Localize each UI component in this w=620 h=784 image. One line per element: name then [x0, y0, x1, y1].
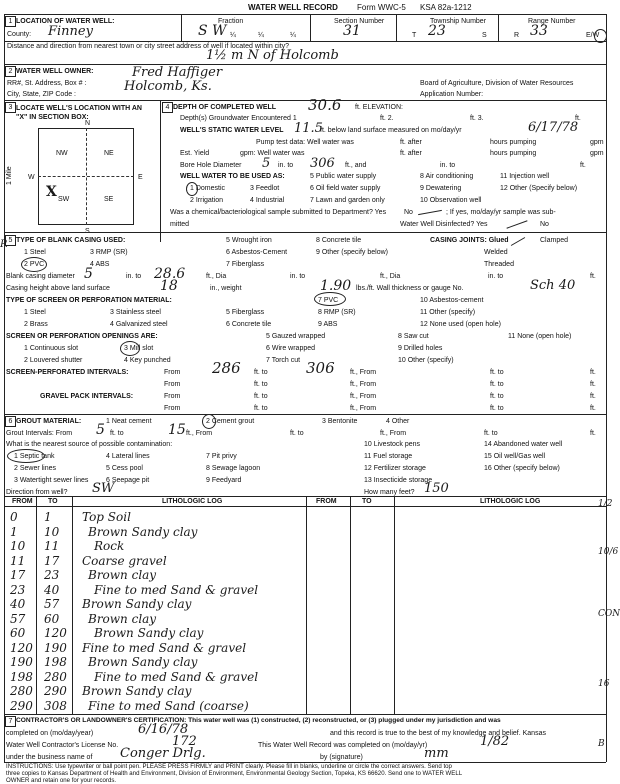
groundwater-label: Depth(s) Groundwater Encountered 1 [180, 115, 297, 122]
quadrant-se: SE [104, 196, 114, 203]
use-12: 12 Other (Specify below) [500, 185, 578, 192]
log-to2-header: TO [362, 498, 372, 505]
margin-note-left: P. [0, 239, 8, 250]
south-label: S [85, 228, 90, 235]
section-5-number: 5 [5, 235, 16, 246]
src-10: 10 Livestock pens [364, 441, 421, 448]
opening-10: 10 Other (specify) [398, 357, 454, 364]
section-value: 31 [343, 23, 361, 39]
pump-hours: hours pumping [490, 139, 537, 146]
well-location-x: X [46, 184, 57, 200]
log-to-header: TO [48, 498, 58, 505]
spi-from-label: From [164, 369, 181, 376]
casing-height-label: Casing height above land surface [6, 285, 110, 292]
gauge-value: Sch 40 [530, 278, 576, 293]
bore-diameter: 5 [262, 156, 271, 171]
opening-11: 11 None (open hole) [508, 333, 572, 340]
grout-ft-from2: ft., From [380, 430, 407, 437]
blank-in-to: in. to [126, 273, 142, 280]
use-8: 8 Air conditioning [420, 173, 474, 180]
county-value: Finney [48, 24, 93, 39]
use-7: 7 Lawn and garden only [310, 197, 385, 204]
casing-threaded: Threaded [484, 261, 514, 268]
casing-1: 1 Steel [24, 249, 46, 256]
casing-3: 3 RMP (SR) [90, 249, 128, 256]
form-number: Form WWC-5 [357, 3, 406, 12]
quadrant-nw: NW [56, 150, 68, 157]
gravel-pack-label: GRAVEL PACK INTERVALS: [40, 393, 134, 400]
log-row-description: Fine to med Sand & gravel [94, 669, 259, 684]
elevation-label: ft. ELEVATION: [355, 104, 403, 111]
opening-8: 8 Saw cut [398, 333, 429, 340]
static-level-label: WELL'S STATIC WATER LEVEL [180, 127, 284, 134]
license-value: 172 [172, 734, 197, 749]
blank-ft: ft. [590, 273, 596, 280]
log-row-from: 17 [10, 568, 26, 582]
screen-8: 8 RMP (SR) [318, 309, 356, 316]
static-level-rest: ft. below land surface measured on mo/day/yr [320, 127, 462, 134]
completed-value: 6/16/78 [138, 722, 189, 737]
section-2-number: 2 [5, 66, 16, 77]
log-row-to: 23 [44, 568, 60, 582]
chem-sample-label: Was a chemical/bacteriological sample submitted to Department? Yes [170, 209, 387, 216]
casing-4: 4 ABS [90, 261, 110, 268]
spi2-ft-to: ft. to [254, 381, 268, 388]
screen-2: 2 Brass [24, 321, 48, 328]
log-row-description: Brown clay [88, 611, 157, 626]
opening-4: 4 Key punched [124, 357, 171, 364]
city-label: City, State, ZIP Code : [7, 91, 76, 98]
opening-6: 6 Wire wrapped [266, 345, 316, 352]
groundwater-ft: ft. [575, 115, 581, 122]
application-label: Application Number: [420, 91, 484, 98]
license-label: Water Well Contractor's License No. [6, 742, 119, 749]
casing-8: 8 Concrete tile [316, 237, 362, 244]
blank-depth-value: 28.6 [154, 266, 186, 282]
rr-address-label: RR#, St. Address, Box # : [7, 80, 87, 87]
bore-depth: 306 [310, 156, 335, 171]
log-row-from: 57 [10, 611, 26, 626]
record-completed-label: This Water Well Record was completed on (mo/day/yr) [258, 742, 428, 749]
log-row-from: 1 [10, 524, 18, 539]
blank-in-to3: in. to [488, 273, 504, 280]
log-row-to: 280 [44, 669, 67, 684]
locate-label: LOCATE WELL'S LOCATION WITH AN "X" IN SECTION BOX: [16, 105, 142, 121]
spi2-ft-from: ft., From [350, 381, 377, 388]
business-value: Conger Drlg. [120, 746, 206, 761]
casing-height-value: 18 [160, 278, 178, 294]
log-row-description: Rock [94, 539, 125, 553]
opening-7: 7 Torch cut [266, 357, 301, 364]
log-row-description: Fine to med Sand & gravel [94, 582, 259, 597]
log-row-to: 11 [44, 539, 60, 553]
screen-4: 4 Galvanized steel [110, 321, 168, 328]
disinfected-no: No [540, 221, 549, 228]
opening-1: 1 Continuous slot [24, 345, 79, 352]
screen-9: 9 ABS [318, 321, 338, 328]
grout-to-value: 15 [168, 422, 186, 438]
log-row-from: 40 [10, 597, 26, 611]
log-row-from: 23 [10, 582, 26, 597]
township-t: T [412, 32, 417, 39]
grout-from-value: 5 [96, 422, 105, 438]
margin-note-right-5: B [598, 739, 605, 749]
spi-ft: ft. [590, 369, 596, 376]
east-label: E [138, 174, 143, 181]
casing-clamped: Clamped [540, 237, 569, 244]
gp2-from-label: From [164, 405, 181, 412]
blank-diameter-value: 5 [84, 266, 93, 282]
spi2-from-label: From [164, 381, 181, 388]
quarter-3: ¼ [290, 32, 296, 39]
log-row-to: 17 [44, 553, 60, 568]
range-label: Range Number [528, 18, 576, 25]
log-from-header: FROM [12, 498, 33, 505]
static-level-date: 6/17/78 [528, 120, 579, 135]
pump-test-label: Pump test data: Well water was [256, 139, 354, 146]
grout-ft-to3: ft. to [484, 430, 498, 437]
margin-note-right-4: 16 [598, 679, 610, 689]
casing-weight-label: in., weight [210, 285, 242, 292]
bore-ft2: ft. [580, 162, 586, 169]
casing-7: 7 Fiberglass [226, 261, 265, 268]
wall-thickness-label: lbs./ft. Wall thickness or gauge No. [356, 285, 464, 292]
casing-6: 6 Asbestos-Cement [226, 249, 288, 256]
depth-value: 30.6 [308, 96, 342, 114]
instructions-line2: three copies to Kansas Department of Health and Environment, Division of Environment, Environmental Geology Section, Topeka, KS 66620. Send one to WATER WELL [6, 770, 463, 777]
record-completed-value: 1/82 [480, 734, 510, 749]
casing-label: TYPE OF BLANK CASING USED: [16, 237, 126, 244]
depth-label: DEPTH OF COMPLETED WELL [173, 104, 277, 111]
pump-ft-after: ft. after [400, 139, 422, 146]
west-label: W [28, 174, 35, 181]
quarter-2: ¼ [258, 32, 264, 39]
quadrant-sw: SW [58, 196, 70, 203]
log-row-to: 120 [44, 626, 67, 640]
log-row-to: 198 [44, 655, 67, 669]
spi-ft-from: ft., From [350, 369, 377, 376]
log-row-description: Brown Sandy clay [82, 597, 192, 611]
spi-from-value: 286 [212, 359, 241, 377]
yield-gpm2: gpm [590, 150, 604, 157]
groundwater-ft3: ft. 3. [470, 115, 484, 122]
src-3: 3 Watertight sewer lines [14, 477, 89, 484]
completed-label: completed on (mo/day/year) [6, 730, 94, 737]
log-row-from: 10 [10, 539, 26, 553]
grout-label: GROUT MATERIAL: [16, 418, 82, 425]
instructions-line3: OWNER and retain one for your records. [6, 777, 117, 784]
log-row-description: Top Soil [82, 510, 131, 524]
use-5: 5 Public water supply [310, 173, 377, 180]
county-label: County: [7, 31, 32, 38]
src-9: 9 Feedyard [206, 477, 242, 484]
grout-1: 1 Neat cement [106, 418, 152, 425]
use-10: 10 Observation well [420, 197, 482, 204]
casing-5: 5 Wrought iron [226, 237, 272, 244]
chem-sample-no: No [404, 209, 413, 216]
log-row-description: Brown clay [88, 568, 157, 582]
board-label: Board of Agriculture, Division of Water Resources [420, 80, 574, 87]
log-row-description: Brown Sandy clay [94, 626, 204, 640]
log-row-from: 190 [10, 655, 33, 669]
src-6: 6 Seepage pit [106, 477, 150, 484]
margin-note-right-3: CON [598, 609, 620, 619]
owner-name: Fred Haffiger [132, 65, 223, 80]
yield-label: Est. Yield [180, 150, 210, 157]
src-12: 12 Fertilizer storage [364, 465, 426, 472]
chem-sample-ifyes: ; If yes, mo/day/yr sample was sub- [446, 209, 556, 216]
mitted-label: mitted [170, 221, 190, 228]
fraction-value: S W [198, 23, 227, 39]
grout-ft: ft. [590, 430, 596, 437]
log-row-to: 57 [44, 597, 60, 611]
quadrant-ne: NE [104, 150, 114, 157]
log-row-description: Brown Sandy clay [88, 655, 198, 669]
log-row-to: 308 [44, 698, 67, 713]
spi-to-value: 306 [306, 359, 335, 377]
screen-1: 1 Steel [24, 309, 46, 316]
grout-4: 4 Other [386, 418, 410, 425]
owner-label: WATER WELL OWNER: [16, 68, 94, 75]
ksa-number: KSA 82a-1212 [420, 3, 472, 12]
mile-label: 1 Mile [6, 166, 13, 185]
src-4: 4 Lateral lines [106, 453, 150, 460]
grout-3: 3 Bentonite [322, 418, 358, 425]
gp2-ft-to2: ft. to [490, 405, 504, 412]
src-11: 11 Fuel storage [364, 453, 413, 460]
spi-ft-to2: ft. to [490, 369, 504, 376]
opening-3: 3 Mill slot [124, 345, 154, 352]
log-row-from: 60 [10, 626, 26, 640]
record-true-label: and this record is true to the best of my knowledge and belief. Kansas [330, 730, 546, 737]
src-14: 14 Abandoned water well [484, 441, 563, 448]
section-3-number: 3 [5, 102, 16, 113]
opening-5: 5 Gauzed wrapped [266, 333, 326, 340]
margin-note-right-1: 1/2 [598, 499, 613, 509]
gp-ft-to: ft. to [254, 393, 268, 400]
src-16: 16 Other (specify below) [484, 465, 560, 472]
gp2-ft-from: ft., From [350, 405, 377, 412]
screen-6: 6 Concrete tile [226, 321, 272, 328]
range-value: 33 [530, 23, 548, 39]
log-row-to: 190 [44, 640, 67, 655]
signature-label: by (signature) [320, 754, 363, 761]
distance-value: 1½ m N of Holcomb [206, 48, 339, 63]
form-title: WATER WELL RECORD [248, 3, 338, 12]
section-1-number: 1 [5, 16, 16, 27]
disinfected-label: Water Well Disinfected? Yes [400, 221, 488, 228]
direction-value: SW [92, 481, 115, 496]
casing-welded: Welded [484, 249, 508, 256]
section-7-number: 7 [5, 716, 16, 727]
screen-3: 3 Stainless steel [110, 309, 161, 316]
range-r: R [514, 32, 520, 39]
screen-5: 5 Fiberglass [226, 309, 265, 316]
src-8: 8 Sewage lagoon [206, 465, 261, 472]
yield-gpm: gpm: Well water was [240, 150, 305, 157]
casing-joints-label: CASING JOINTS: Glued [430, 237, 509, 244]
log-row-to: 10 [44, 524, 60, 539]
bore-ft-and: ft., and [345, 162, 367, 169]
north-label: N [85, 120, 91, 127]
signature: mm [424, 746, 449, 761]
log-row-description: Brown Sandy clay [82, 684, 192, 698]
gp-from-label: From [164, 393, 181, 400]
gp2-ft: ft. [590, 405, 596, 412]
bore-in-to: in. to [278, 162, 294, 169]
log-row-from: 11 [10, 553, 26, 568]
location-label: LOCATION OF WATER WELL: [16, 18, 115, 25]
contamination-label: What is the nearest source of possible contamination: [6, 441, 173, 448]
gp-ft: ft. [590, 393, 596, 400]
screen-11: 11 Other (specify) [420, 309, 476, 316]
use-2: 2 Irrigation [190, 197, 224, 204]
yield-ft-after: ft. after [400, 150, 422, 157]
gp2-ft-to: ft. to [254, 405, 268, 412]
township-s: S [482, 32, 487, 39]
township-value: 23 [428, 23, 446, 39]
openings-label: SCREEN OR PERFORATION OPENINGS ARE: [6, 333, 158, 340]
log-row-to: 40 [44, 582, 60, 597]
gp-ft-to2: ft. to [490, 393, 504, 400]
spi2-ft-to2: ft. to [490, 381, 504, 388]
use-6: 6 Oil field water supply [310, 185, 381, 192]
blank-diameter-label: Blank casing diameter [6, 273, 75, 280]
section-4-number: 4 [162, 102, 173, 113]
log-row-from: 120 [10, 640, 33, 655]
src-7: 7 Pit privy [206, 453, 237, 460]
certification-label: CONTRACTOR'S OR LANDOWNER'S CERTIFICATION: This water well was (1) constructed, (2) reconstructed, or (3) plugged under my jurisdiction and was [16, 717, 501, 724]
screen-material-label: TYPE OF SCREEN OR PERFORATION MATERIAL: [6, 297, 172, 304]
src-1: 1 Septic tank [14, 453, 55, 460]
grout-intervals-label: Grout Intervals: From [6, 430, 73, 437]
log-title2: LITHOLOGIC LOG [480, 498, 541, 505]
grout-2: 2 Cement grout [206, 418, 255, 425]
screen-intervals-label: SCREEN-PERFORATED INTERVALS: [6, 369, 129, 376]
log-row-description: Fine to med Sand & gravel [82, 640, 247, 655]
how-many-feet-label: How many feet? [364, 489, 415, 496]
screen-10: 10 Asbestos-cement [420, 297, 484, 304]
src-13: 13 Insecticide storage [364, 477, 433, 484]
how-many-feet-value: 150 [424, 481, 449, 496]
use-3: 3 Feedlot [250, 185, 280, 192]
bore-label: Bore Hole Diameter [180, 162, 242, 169]
owner-address: Holcomb, Ks. [124, 79, 212, 94]
static-level-value: 11.5 [294, 121, 323, 136]
casing-weight-value: 1.90 [320, 278, 352, 294]
log-row-to: 60 [44, 611, 60, 626]
casing-9: 9 Other (specify below) [316, 249, 388, 256]
bore-in-to2: in. to [440, 162, 456, 169]
spi-ft-to: ft. to [254, 369, 268, 376]
use-4: 4 Industrial [250, 197, 285, 204]
direction-label: Direction from well? [6, 489, 68, 496]
fraction-label: Fraction [218, 18, 244, 25]
business-label: under the business name of [6, 754, 93, 761]
log-row-description: Fine to med Sand (coarse) [88, 698, 249, 713]
yield-hours: hours pumping [490, 150, 537, 157]
use-1: 1 Domestic [190, 185, 226, 192]
section-number-label: Section Number [334, 18, 385, 25]
log-row-from: 198 [10, 669, 33, 684]
margin-note-right-2: 10/6 [598, 547, 619, 557]
log-row-description: Brown Sandy clay [88, 524, 198, 539]
quarter-1: ¼ [230, 32, 236, 39]
grout-ft-from: ft., From [186, 430, 213, 437]
groundwater-ft2: ft. 2. [380, 115, 394, 122]
log-row-to: 1 [44, 510, 52, 524]
blank-ft-dia2: ft., Dia [380, 273, 401, 280]
log-row-to: 290 [44, 684, 67, 698]
use-9: 9 Dewatering [420, 185, 462, 192]
range-ew: E/W [586, 32, 600, 39]
use-11: 11 Injection well [500, 173, 550, 180]
blank-ft-dia: ft., Dia [206, 273, 227, 280]
src-2: 2 Sewer lines [14, 465, 57, 472]
gp-ft-from: ft., From [350, 393, 377, 400]
opening-9: 9 Drilled holes [398, 345, 443, 352]
src-15: 15 Oil well/Gas well [484, 453, 546, 460]
screen-12: 12 None used (open hole) [420, 321, 501, 328]
grout-ft-to: ft. to [110, 430, 124, 437]
water-use-label: WELL WATER TO BE USED AS: [180, 173, 285, 180]
log-row-from: 0 [10, 510, 18, 524]
pump-gpm: gpm [590, 139, 604, 146]
spi2-ft: ft. [590, 381, 596, 388]
township-label: Township Number [430, 18, 487, 25]
grout-ft-to2: ft. to [290, 430, 304, 437]
screen-7: 7 PVC [318, 297, 339, 304]
instructions-line1: INSTRUCTIONS: Use typewriter or ball point pen. PLEASE PRESS FIRMLY and PRINT clearly. Please fill in blanks, underline or circle the correct answers. Send top [6, 763, 452, 770]
casing-2: 2 PVC [24, 261, 45, 268]
distance-label: Distance and direction from nearest town or city street address of well if located within city? [7, 43, 290, 50]
opening-2: 2 Louvered shutter [24, 357, 83, 364]
blank-in-to2: in. to [290, 273, 306, 280]
src-5: 5 Cess pool [106, 465, 143, 472]
log-row-from: 290 [10, 698, 33, 713]
log-row-description: Coarse gravel [82, 553, 167, 568]
log-title: LITHOLOGIC LOG [162, 498, 223, 505]
section-6-number: 6 [5, 416, 16, 427]
log-row-from: 280 [10, 684, 33, 698]
log-from2-header: FROM [316, 498, 337, 505]
